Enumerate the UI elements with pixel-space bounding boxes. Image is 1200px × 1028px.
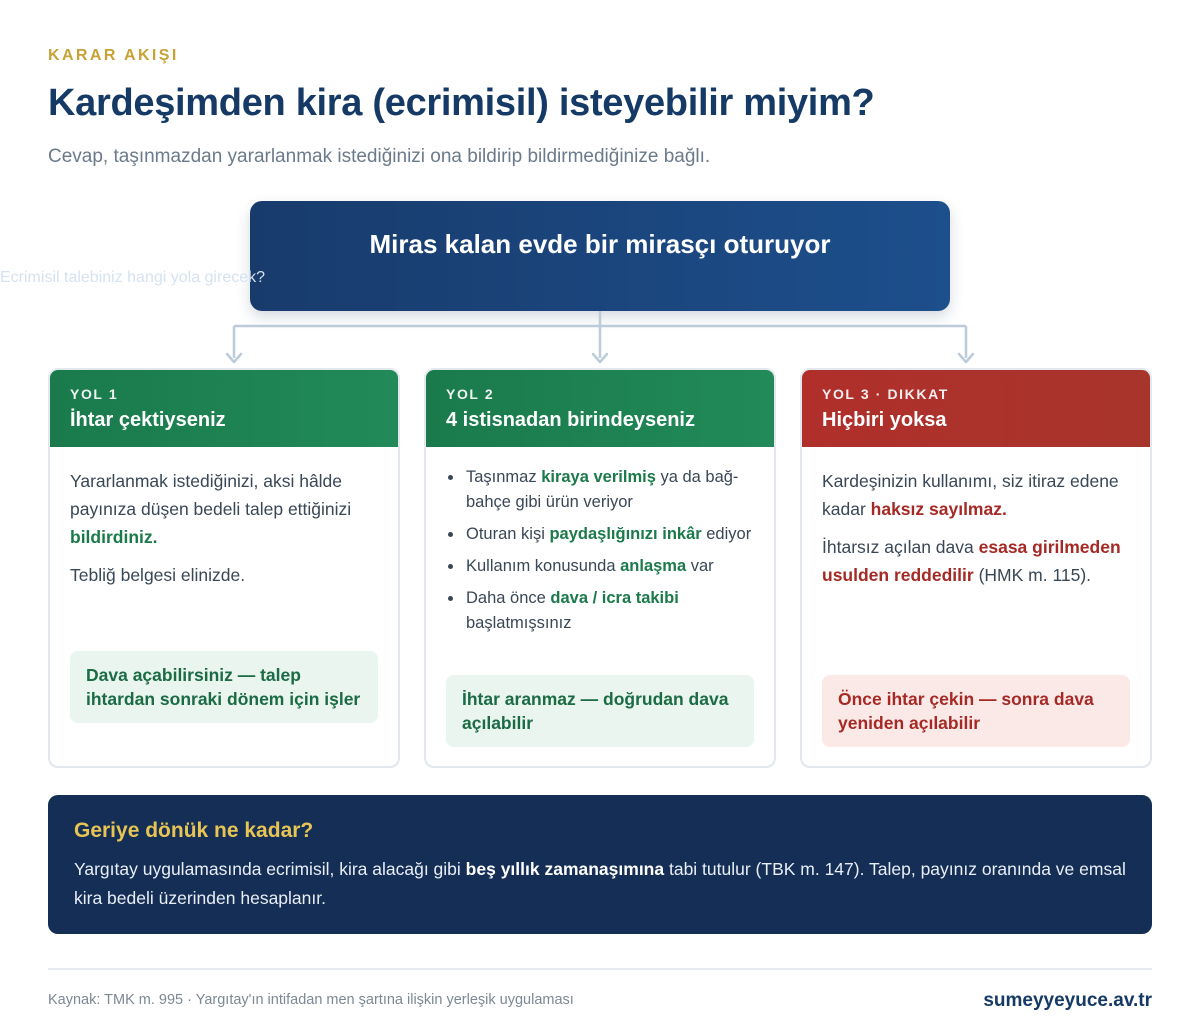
eyebrow-label: KARAR AKIŞI <box>48 47 179 64</box>
path-card-3-text-2 <box>822 533 1130 589</box>
path-card-1-text-a: Yararlanmak istediğinizi, aksi hâlde payınıza düşen bedeli talep ettiğinizi <box>70 471 352 519</box>
path-card-1-text-2: Tebliğ belgesi elinizde. <box>70 565 246 585</box>
path-card-2-kicker: YOL 2 <box>446 386 495 402</box>
path-card-1-title: İhtar çektiyseniz <box>70 409 226 431</box>
list-item-highlight: kiraya verilmiş <box>541 468 656 486</box>
list-item-text: Taşınmaz <box>466 468 542 486</box>
list-item-highlight: anlaşma <box>620 557 687 575</box>
path-card-2-header <box>426 370 774 447</box>
list-item-text: Daha önce <box>466 589 551 607</box>
page-subtitle: Cevap, taşınmazdan yararlanmak istediğinizi ona bildirip bildirmediğinize bağlı. <box>48 146 711 167</box>
root-subtitle: Ecrimisil talebiniz hangi yola girecek? <box>0 269 266 286</box>
path-card-3-text-2c: (HMK m. 115). <box>973 565 1092 585</box>
path-card-2-title: 4 istisnadan birindeyseniz <box>446 409 695 431</box>
list-item <box>446 465 754 515</box>
path-card-1-text-highlight: bildirdiniz. <box>70 527 158 547</box>
path-card-1-kicker: YOL 1 <box>70 386 119 402</box>
info-title: Geriye dönük ne kadar? <box>74 819 314 842</box>
info-panel <box>48 795 1152 934</box>
list-item-highlight: dava / icra takibi <box>550 589 679 607</box>
path-card-3-note: Önce ihtar çekin — sonra dava yeniden açılabilir <box>822 675 1130 747</box>
path-card-3-header <box>802 370 1150 447</box>
list-item <box>446 554 754 579</box>
path-card-2 <box>424 368 776 768</box>
list-item-text: Kullanım konusunda <box>466 557 621 575</box>
path-card-3-text-a: Kardeşinizin kullanımı, siz itiraz edene kadar <box>822 471 1119 519</box>
flow-connectors <box>0 0 1200 380</box>
list-item <box>446 522 754 547</box>
path-card-3-text-2-highlight: esasa girilmeden usulden reddedilir <box>822 537 1121 585</box>
exception-list <box>446 465 754 636</box>
path-card-3-body <box>802 447 1150 589</box>
list-item <box>446 586 754 636</box>
path-card-1-note: Dava açabilirsiniz — talep ihtardan sonraki dönem için işler <box>70 651 378 723</box>
footer-divider <box>48 968 1152 970</box>
list-item-text: Oturan kişi <box>466 525 550 543</box>
list-item-text: ya da bağ-bahçe gibi ürün veriyor <box>466 468 739 511</box>
path-card-1-header <box>50 370 398 447</box>
info-text-c: tabi tutulur (TBK m. 147). Talep, payınız oranında ve emsal kira bedeli üzerinden hesaplanır. <box>74 859 1126 908</box>
path-card-2-note: İhtar aranmaz — doğrudan dava açılabilir <box>446 675 754 747</box>
list-item-text: başlatmışsınız <box>466 614 572 632</box>
path-card-3-title: Hiçbiri yoksa <box>822 409 947 431</box>
path-card-1-text <box>70 467 378 551</box>
path-card-2-body <box>426 447 774 636</box>
root-node <box>250 201 950 311</box>
info-text <box>74 855 1126 913</box>
brand-link[interactable]: sumeyyeyuce.av.tr <box>983 990 1152 1011</box>
page-title: Kardeşimden kira (ecrimisil) isteyebilir miyim? <box>48 82 875 124</box>
root-title: Miras kalan evde bir mirasçı oturuyor <box>369 229 831 259</box>
info-text-a: Yargıtay uygulamasında ecrimisil, kira alacağı gibi <box>74 859 466 879</box>
arrow-middle-icon <box>593 354 607 362</box>
arrow-left-icon <box>227 354 241 362</box>
list-item-text: ediyor <box>701 525 752 543</box>
list-item-text: var <box>686 557 714 575</box>
path-card-3-text-highlight: haksız sayılmaz. <box>870 499 1007 519</box>
path-card-1-body <box>50 447 398 589</box>
path-card-3-text-2a: İhtarsız açılan dava <box>822 537 979 557</box>
path-card-1 <box>48 368 400 768</box>
path-card-3 <box>800 368 1152 768</box>
path-card-3-kicker: YOL 3 · DIKKAT <box>822 386 949 402</box>
path-card-3-text <box>822 467 1130 523</box>
arrow-right-icon <box>959 354 973 362</box>
list-item-highlight: paydaşlığınızı inkâr <box>549 525 702 543</box>
info-text-highlight: beş yıllık zamanaşımına <box>465 859 665 879</box>
source-note: Kaynak: TMK m. 995 · Yargıtay'ın intifadan men şartına ilişkin yerleşik uygulaması <box>48 992 574 1008</box>
